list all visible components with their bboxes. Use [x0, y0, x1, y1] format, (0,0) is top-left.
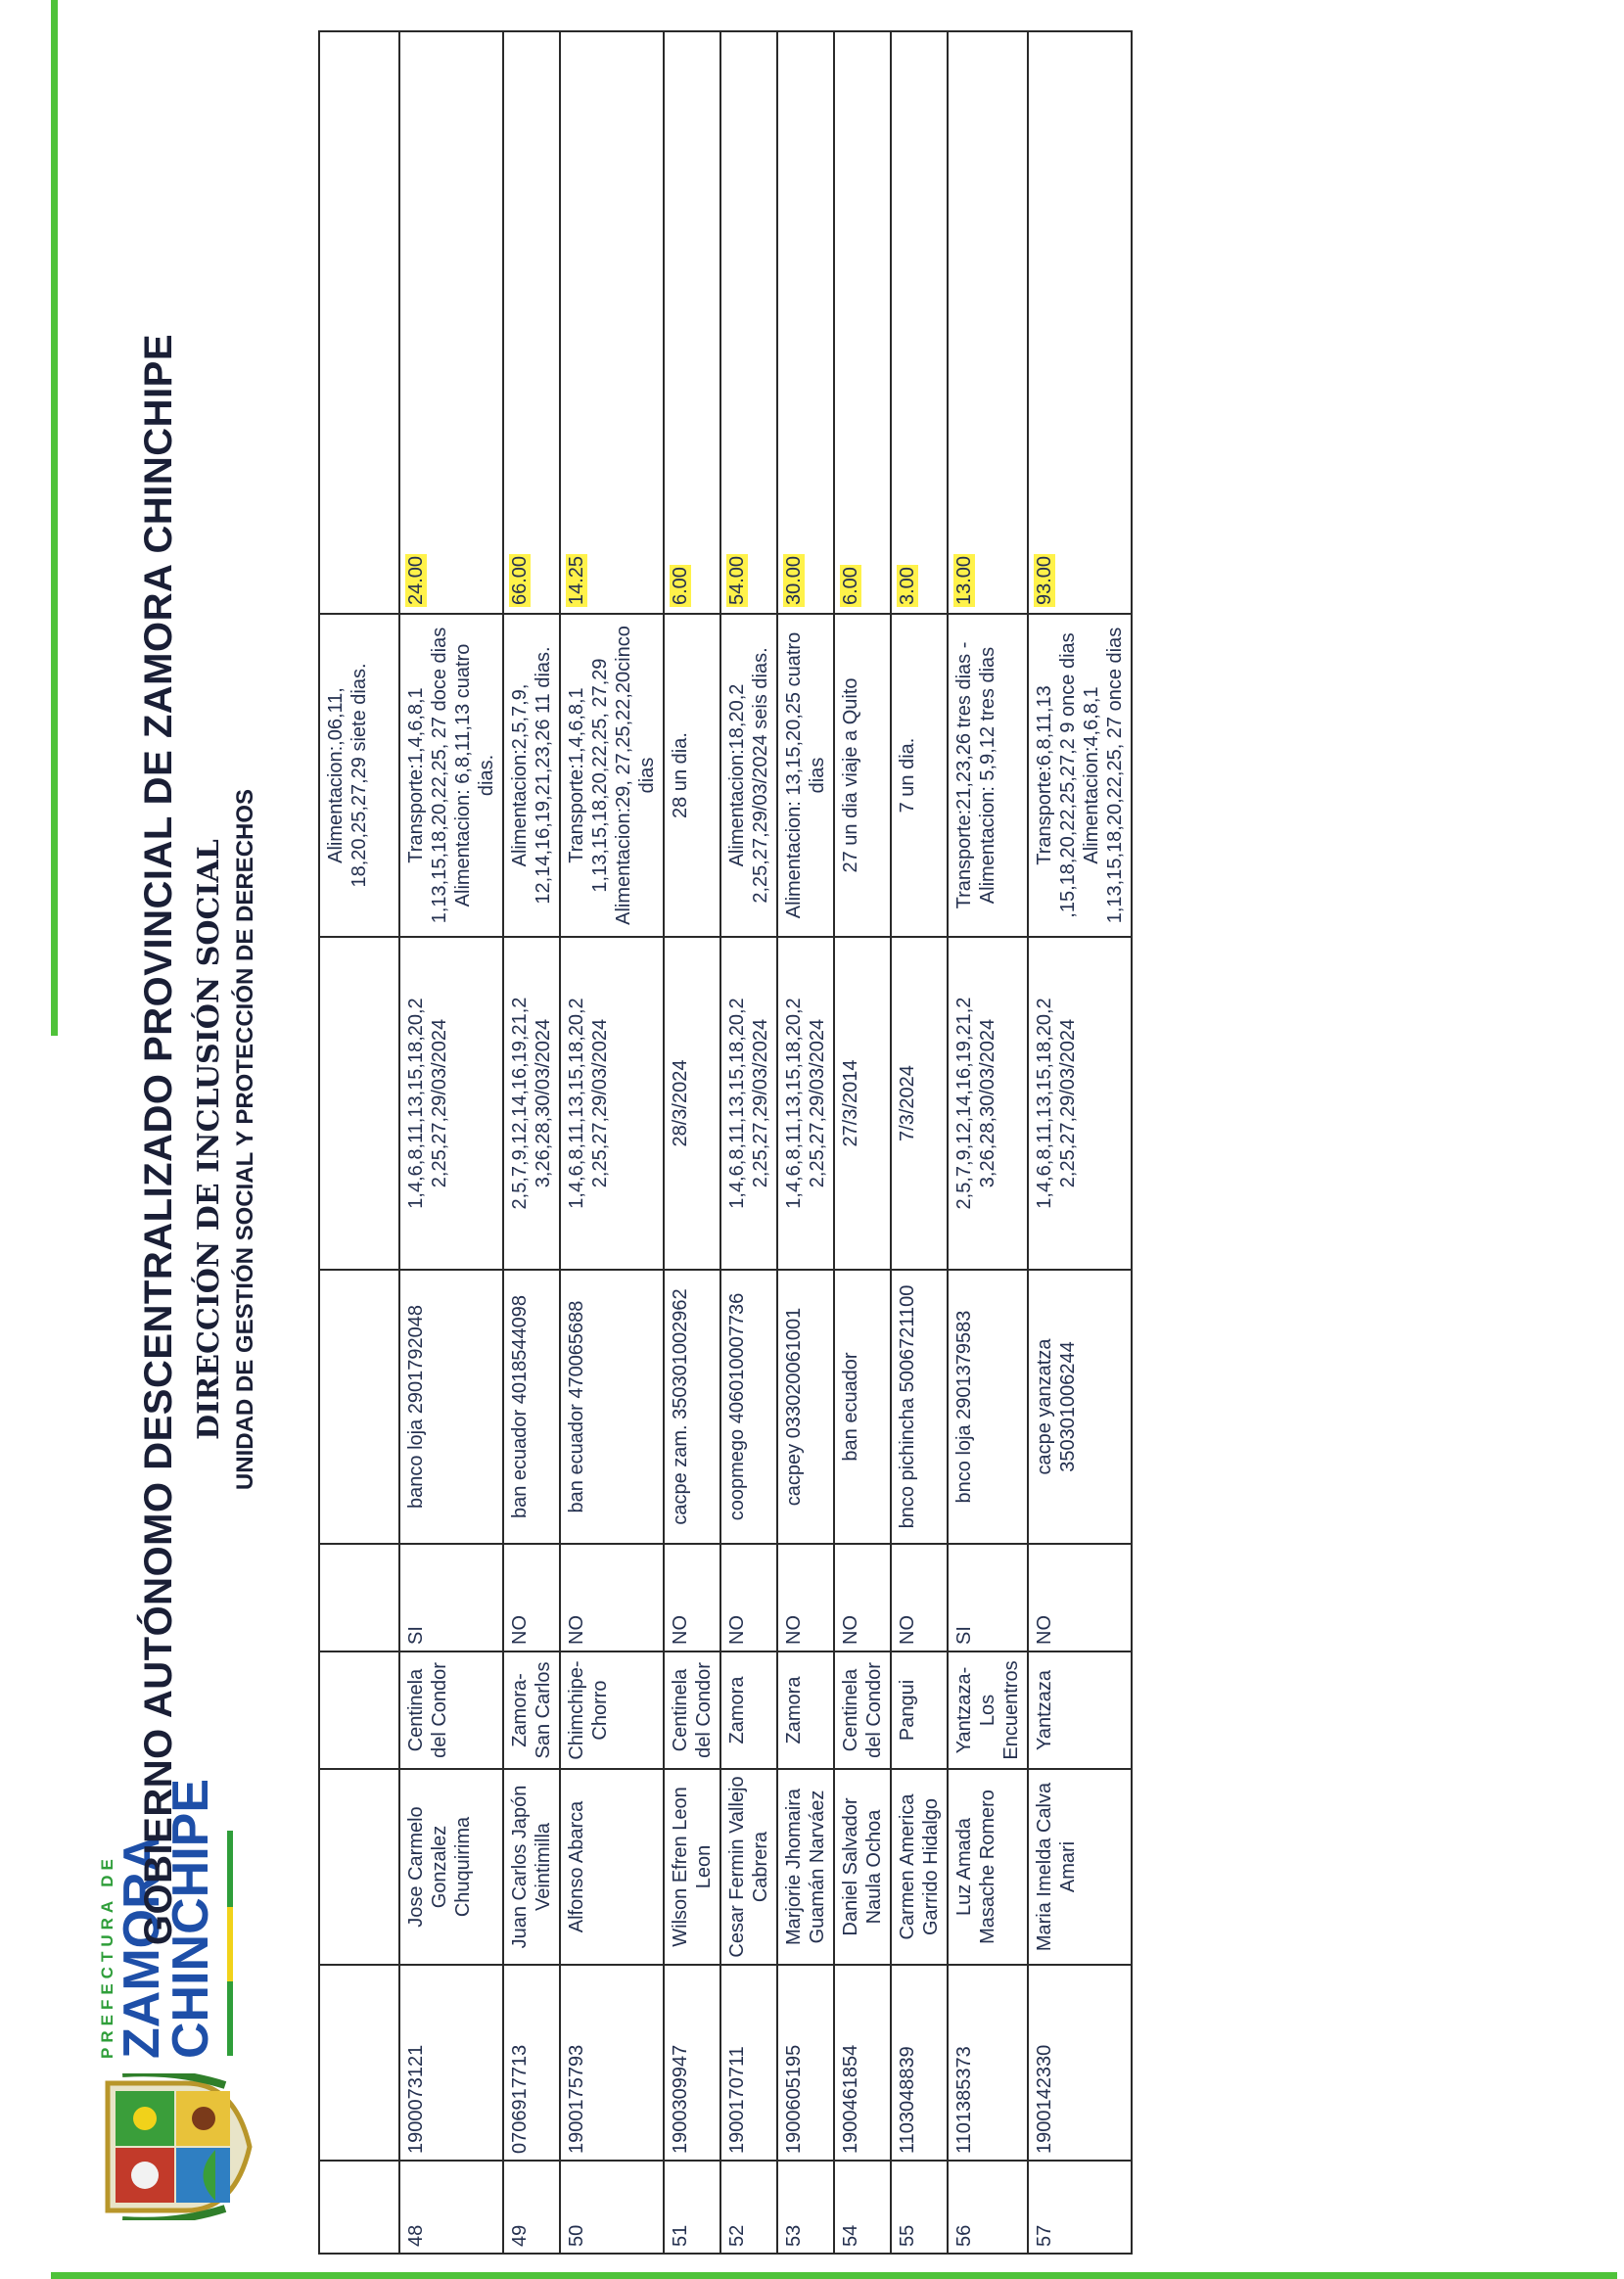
- yes-no-flag: NO: [891, 1544, 948, 1651]
- dates: 1,4,6,8,11,13,15,18,20,2 2,25,27,29/03/2024: [399, 937, 503, 1270]
- detail: Transporte:1,4,6,8,1 1,13,15,18,20,22,25, 27 doce dias Alimentacion: 6,8,11,13 cuatro dias.: [399, 614, 503, 937]
- logo-prefectura-text: PREFECTURA DE: [98, 1854, 116, 2059]
- amount-cell: [399, 31, 503, 614]
- bank-account: cacpey 033020061001: [777, 1270, 834, 1544]
- table-row: [319, 31, 399, 2254]
- yes-no-flag: NO: [777, 1544, 834, 1651]
- amount-cell: [1028, 31, 1132, 614]
- location: Zamora: [720, 1651, 777, 1769]
- table-row: [948, 31, 1028, 2254]
- location: Zamora: [777, 1651, 834, 1769]
- amount-value: 24.00: [405, 555, 427, 605]
- left-green-rule: [51, 2272, 1617, 2279]
- amount-value: 93.00: [1034, 555, 1055, 605]
- row-number: 49: [503, 2161, 560, 2254]
- amount-cell: [503, 31, 560, 614]
- id-number: 1900073121: [399, 1965, 503, 2161]
- dates: 1,4,6,8,11,13,15,18,20,2 2,25,27,29/03/2024: [560, 937, 664, 1270]
- detail: 27 un dia viaje a Quito: [834, 614, 891, 937]
- bank-account: ban ecuador 4018544098: [503, 1270, 560, 1544]
- yes-no-flag: NO: [560, 1544, 664, 1651]
- top-green-rule: [51, 0, 58, 1036]
- dates: 27/3/2014: [834, 937, 891, 1270]
- amount-value: 54.00: [726, 555, 748, 605]
- table-row: [560, 31, 664, 2254]
- id-number: 1900605195: [777, 1965, 834, 2161]
- amount-cell: [560, 31, 664, 614]
- detail: Transporte:6,8,11,13 ,15,18,20,22,25,27,2 9 once dias Alimentacion:4,6,8,1 1,13,15,18,20,22,25, 27 once dias: [1028, 614, 1132, 937]
- dates: 1,4,6,8,11,13,15,18,20,2 2,25,27,29/03/2024: [1028, 937, 1132, 1270]
- bank-account: cacpe zam. 350301002962: [664, 1270, 720, 1544]
- table-row: [1028, 31, 1132, 2254]
- table-row: [503, 31, 560, 2254]
- person-name: Maria Imelda Calva Amari: [1028, 1769, 1132, 1965]
- id-number: 0706917713: [503, 1965, 560, 2161]
- location: Yantzaza: [1028, 1651, 1132, 1769]
- unit-name: UNIDAD DE GESTIÓN SOCIAL Y PROTECCIÓN DE DERECHOS: [232, 788, 258, 1491]
- dates: 7/3/2024: [891, 937, 948, 1270]
- page-title: GOBIERNO AUTÓNOMO DESCENTRALIZADO PROVINCIAL DE ZAMORA CHINCHIPE: [137, 333, 180, 1946]
- bank-account: cacpe yanzatza 350301006244: [1028, 1270, 1132, 1544]
- row-number: 55: [891, 2161, 948, 2254]
- id-number: 1900461854: [834, 1965, 891, 2161]
- id-number: 1900142330: [1028, 1965, 1132, 2161]
- table-row: [777, 31, 834, 2254]
- amount-value: 66.00: [509, 555, 531, 605]
- row-number: 51: [664, 2161, 720, 2254]
- amount-cell: [948, 31, 1028, 614]
- location: Chimchipe-Chorro: [560, 1651, 664, 1769]
- carry-over-detail: Alimentacion:,06,11, 18,20,25,27,29 siete dias.: [319, 614, 399, 937]
- table-row: [664, 31, 720, 2254]
- location: Centinela del Condor: [664, 1651, 720, 1769]
- location: Centinela del Condor: [834, 1651, 891, 1769]
- yes-no-flag: NO: [834, 1544, 891, 1651]
- yes-no-flag: NO: [503, 1544, 560, 1651]
- person-name: Jose Carmelo Gonzalez Chuquirima: [399, 1769, 503, 1965]
- id-number: 1900170711: [720, 1965, 777, 2161]
- bank-account: ban ecuador 470065688: [560, 1270, 664, 1544]
- row-number: 53: [777, 2161, 834, 2254]
- person-name: Juan Carlos Japón Veintimilla: [503, 1769, 560, 1965]
- table-row: [720, 31, 777, 2254]
- logo-chinchipe-text: CHINCHIPE: [162, 1778, 219, 2059]
- detail: Transporte:1,4,6,8,1 1,13,15,18,20,22,25, 27,29 Alimentacion:29, 27,25,22,20cinco dias: [560, 614, 664, 937]
- row-number: 56: [948, 2161, 1028, 2254]
- detail: Transporte:21,23,26 tres dias -Alimentacion: 5,9,12 tres dias: [948, 614, 1028, 937]
- detail: Alimentacion:18,20,2 2,25,27,29/03/2024 seis dias.: [720, 614, 777, 937]
- detail: Alimentacion:2,5,7,9, 12,14,16,19,21,23,26 11 dias.: [503, 614, 560, 937]
- bank-account: bnco loja 2901379583: [948, 1270, 1028, 1544]
- detail: Alimentacion: 13,15,20,25 cuatro dias: [777, 614, 834, 937]
- detail: 28 un dia.: [664, 614, 720, 937]
- yes-no-flag: NO: [664, 1544, 720, 1651]
- person-name: Alfonso Abarca: [560, 1769, 664, 1965]
- bank-account: coopmego 406010007736: [720, 1270, 777, 1544]
- row-number: 54: [834, 2161, 891, 2254]
- amount-value: 13.00: [953, 555, 975, 605]
- detail: 7 un dia.: [891, 614, 948, 937]
- amount-value: 14.25: [566, 555, 587, 605]
- dates: 2,5,7,9,12,14,16,19,21,2 3,26,28,30/03/2024: [503, 937, 560, 1270]
- yes-no-flag: NO: [1028, 1544, 1132, 1651]
- page-subtitle: DIRECCIÓN DE INCLUSIÓN SOCIAL: [192, 839, 226, 1440]
- amount-value: 30.00: [783, 555, 805, 605]
- person-name: Daniel Salvador Naula Ochoa: [834, 1769, 891, 1965]
- dates: 2,5,7,9,12,14,16,19,21,2 3,26,28,30/03/2024: [948, 937, 1028, 1270]
- bank-account: banco loja 2901792048: [399, 1270, 503, 1544]
- table-row: [891, 31, 948, 2254]
- amount-value: 3.00: [897, 567, 918, 605]
- id-number: 1103048839: [891, 1965, 948, 2161]
- location: Zamora-San Carlos: [503, 1651, 560, 1769]
- bank-account: bnco pichincha 5006721100: [891, 1270, 948, 1544]
- id-number: 1101385373: [948, 1965, 1028, 2161]
- person-name: Wilson Efren Leon Leon: [664, 1769, 720, 1965]
- yes-no-flag: SI: [399, 1544, 503, 1651]
- amount-cell: [664, 31, 720, 614]
- id-number: 1900309947: [664, 1965, 720, 2161]
- bank-account: ban ecuador: [834, 1270, 891, 1544]
- person-name: Luz Amada Masache Romero: [948, 1769, 1028, 1965]
- id-number: 1900175793: [560, 1965, 664, 2161]
- location: Yantzaza-Los Encuentros: [948, 1651, 1028, 1769]
- amount-cell: [891, 31, 948, 614]
- row-number: 52: [720, 2161, 777, 2254]
- amount-cell: [777, 31, 834, 614]
- amount-cell: [720, 31, 777, 614]
- table-row: [399, 31, 503, 2254]
- location: Pangui: [891, 1651, 948, 1769]
- yes-no-flag: NO: [720, 1544, 777, 1651]
- person-name: Marjorie Jhomaira Guamán Narváez: [777, 1769, 834, 1965]
- amount-value: 6.00: [840, 567, 861, 605]
- amount-value: 6.00: [670, 567, 691, 605]
- amount-cell: [834, 31, 891, 614]
- person-name: Carmen America Garrido Hidalgo: [891, 1769, 948, 1965]
- beneficiaries-table: [318, 30, 1133, 2255]
- table-row: [834, 31, 891, 2254]
- logo-zamora-text: ZAMORA: [114, 1835, 170, 2059]
- row-number: 57: [1028, 2161, 1132, 2254]
- person-name: Cesar Fermin Vallejo Cabrera: [720, 1769, 777, 1965]
- dates: 28/3/2024: [664, 937, 720, 1270]
- location: Centinela del Condor: [399, 1651, 503, 1769]
- dates: 1,4,6,8,11,13,15,18,20,2 2,25,27,29/03/2024: [777, 937, 834, 1270]
- row-number: 50: [560, 2161, 664, 2254]
- yes-no-flag: SI: [948, 1544, 1028, 1651]
- row-number: 48: [399, 2161, 503, 2254]
- dates: 1,4,6,8,11,13,15,18,20,2 2,25,27,29/03/2024: [720, 937, 777, 1270]
